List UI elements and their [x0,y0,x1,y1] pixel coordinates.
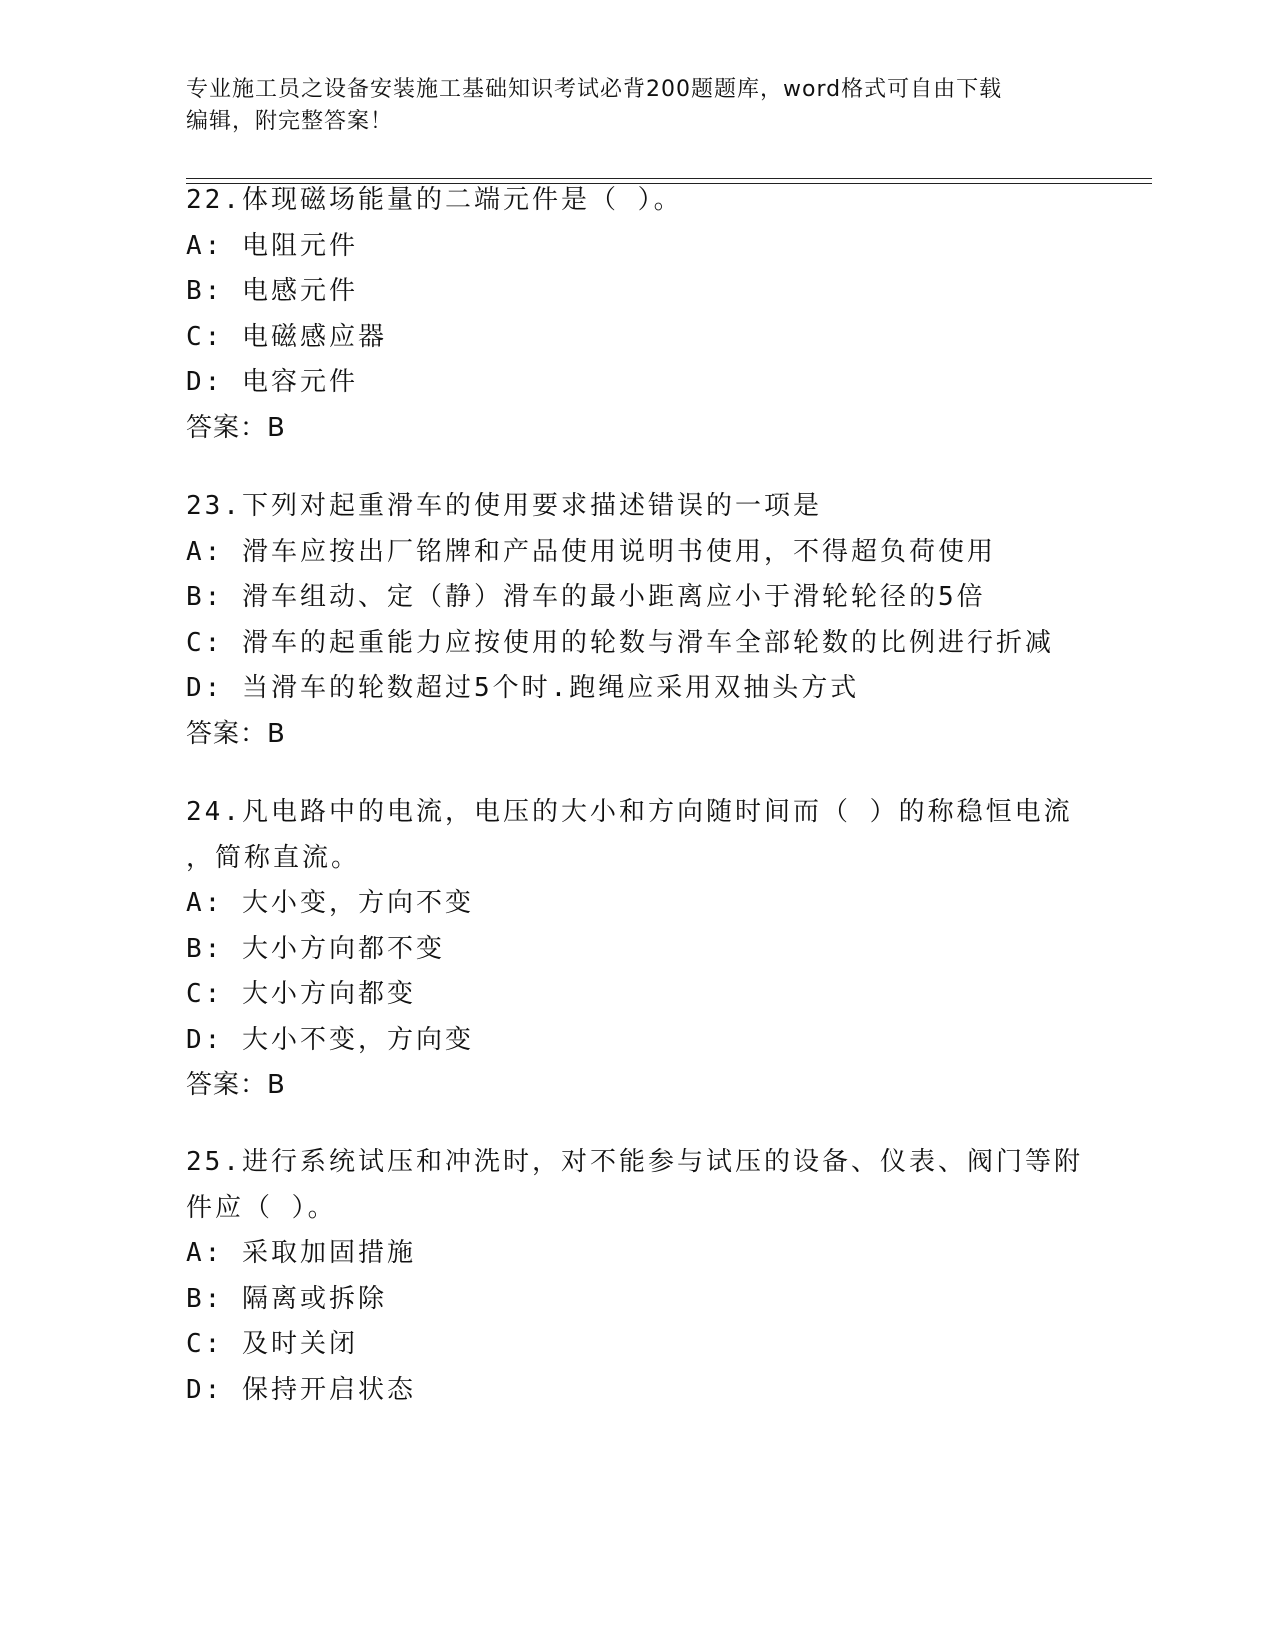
option-b: B: 大小方向都不变 [186,933,445,964]
document-header [186,74,1086,138]
answer-line: 答案：B [186,718,286,749]
option-d: D: 保持开启状态 [186,1374,416,1405]
question-25 [186,1140,1086,1413]
question-stem-line-2: ，简称直流。 [186,842,361,873]
question-stem: 23.下列对起重滑车的使用要求描述错误的一项是 [186,491,822,521]
option-c: C: 及时关闭 [186,1329,358,1359]
option-a: A: 采取加固措施 [186,1238,416,1268]
option-c: C: 大小方向都变 [186,979,416,1009]
option-a: A: 滑车应按出厂铭牌和产品使用说明书使用，不得超负荷使用 [186,536,996,567]
answer-line: 答案：B [186,1070,286,1100]
option-d: D: 大小不变，方向变 [186,1024,474,1055]
option-b: B: 电感元件 [186,276,358,306]
option-a: A: 大小变，方向不变 [186,888,474,918]
question-24 [186,790,1086,1109]
option-b: B: 滑车组动、定（静）滑车的最小距离应小于滑轮轮径的5倍 [186,582,986,612]
option-c: C: 滑车的起重能力应按使用的轮数与滑车全部轮数的比例进行折减 [186,627,1054,658]
question-stem-line-2: 件应（ ）。 [186,1192,337,1223]
header-line-1: 专业施工员之设备安装施工基础知识考试必背200题题库，word格式可自由下载 [186,77,1003,102]
question-stem-line-1: 24.凡电路中的电流，电压的大小和方向随时间而（ ）的称稳恒电流 [186,797,1073,827]
option-c: C: 电磁感应器 [186,321,387,352]
header-line-2: 编辑，附完整答案！ [186,109,394,134]
question-stem-line-1: 25.进行系统试压和冲洗时，对不能参与试压的设备、仪表、阀门等附 [186,1147,1083,1177]
question-23 [186,484,1086,757]
option-d: D: 当滑车的轮数超过5个时.跑绳应采用双抽头方式 [186,673,860,703]
question-stem: 22.体现磁场能量的二端元件是（ ）。 [186,185,683,215]
option-b: B: 隔离或拆除 [186,1283,387,1314]
option-d: D: 电容元件 [186,367,358,397]
answer-line: 答案：B [186,412,286,443]
question-22 [186,178,1086,451]
option-a: A: 电阻元件 [186,230,358,261]
